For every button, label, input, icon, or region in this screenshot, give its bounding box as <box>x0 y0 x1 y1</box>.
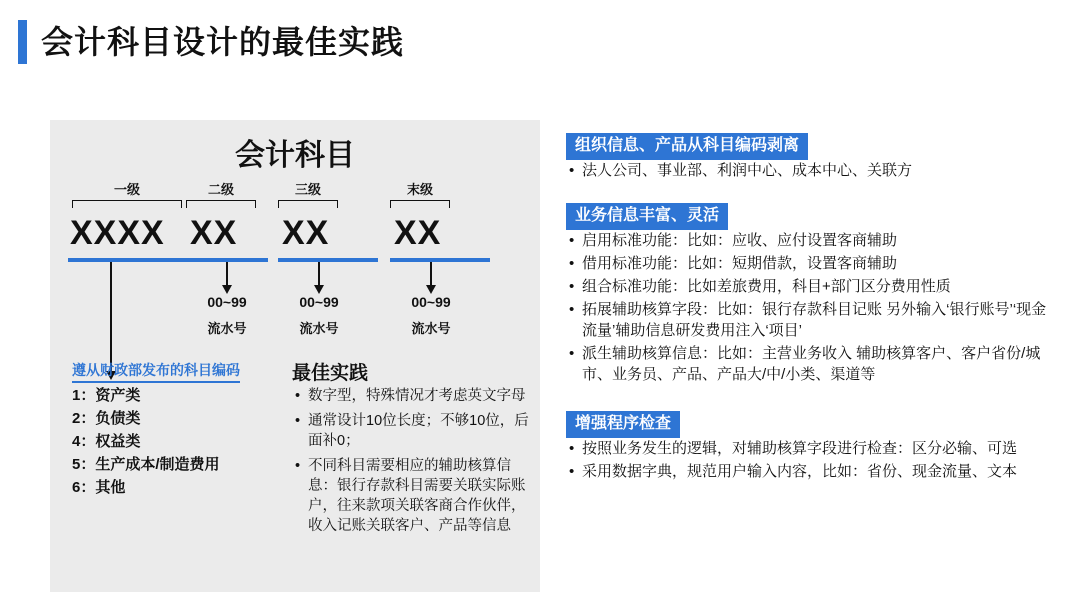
ministry-code-item: 6：其他 <box>72 479 126 496</box>
arrow-to-serial-2 <box>318 262 320 286</box>
diagram-title: 会计科目 <box>235 139 355 172</box>
section-item: • 启用标准功能：比如：应收、应付设置客商辅助 <box>582 230 1052 251</box>
digits-level-2: XX <box>190 214 238 252</box>
best-practice-item: • 通常设计10位长度；不够10位，后面补0； <box>308 411 538 451</box>
level-bracket-4 <box>390 200 450 208</box>
section-item: • 组合标准功能：比如差旅费用，科目+部门区分费用性质 <box>582 276 1052 297</box>
ministry-codes-list <box>72 384 220 499</box>
serial-label-2: 流水号 <box>299 321 339 336</box>
arrow-to-serial-3 <box>430 262 432 286</box>
arrow-to-ministry-codes <box>110 262 112 372</box>
level-bracket-1 <box>72 200 182 208</box>
serial-block-2 <box>274 292 364 339</box>
arrow-to-serial-1 <box>226 262 228 286</box>
level-group-2 <box>186 182 256 208</box>
digits-level-1: XXXX <box>70 214 165 252</box>
serial-range-1: 00~99 <box>207 294 247 310</box>
section-header-program-check: 增强程序检查 <box>566 411 680 438</box>
best-practice-item: • 数字型，特殊情况才考虑英文字母 <box>308 386 538 406</box>
section-business-info <box>566 203 1052 385</box>
level-group-4 <box>390 182 450 208</box>
level-label-1: 一级 <box>113 182 140 197</box>
serial-label-3: 流水号 <box>411 321 451 336</box>
best-practice-title: 最佳实践 <box>292 363 369 384</box>
account-code-diagram-panel <box>50 120 540 592</box>
section-item: • 法人公司、事业部、利润中心、成本中心、关联方 <box>582 160 1052 181</box>
title-text: 会计科目设计的最佳实践 <box>41 24 405 60</box>
digits-level-3: XX <box>282 214 330 252</box>
serial-block-1 <box>182 292 272 339</box>
title-accent-bar <box>18 20 27 64</box>
section-item: • 拓展辅助核算字段：比如：银行存款科目记账 另外输入‘银行账号’‘现金流量’辅助信息研发费用注入‘项目’ <box>582 299 1052 341</box>
ministry-code-item: 4：权益类 <box>72 433 141 450</box>
section-list-org-info <box>566 160 1052 181</box>
section-header-business-info: 业务信息丰富、灵活 <box>566 203 728 230</box>
level-group-3 <box>278 182 338 208</box>
level-label-4: 末级 <box>406 182 433 197</box>
ministry-code-item: 2：负债类 <box>72 410 141 427</box>
serial-range-2: 00~99 <box>299 294 339 310</box>
ministry-code-item: 1：资产类 <box>72 387 141 404</box>
best-practice-list <box>292 386 538 541</box>
level-bracket-2 <box>186 200 256 208</box>
level-group-1 <box>72 182 182 208</box>
page-title <box>18 20 404 64</box>
level-label-2: 二级 <box>207 182 234 197</box>
section-item: • 采用数据字典，规范用户输入内容，比如：省份、现金流量、文本 <box>582 461 1052 482</box>
ministry-codes-title: 遵从财政部发布的科目编码 <box>72 360 240 383</box>
section-header-org-info: 组织信息、产品从科目编码剥离 <box>566 133 808 160</box>
section-item: • 按照业务发生的逻辑，对辅助核算字段进行检查：区分必输、可选 <box>582 438 1052 459</box>
underline-left <box>68 258 268 262</box>
section-item: • 借用标准功能：比如：短期借款，设置客商辅助 <box>582 253 1052 274</box>
ministry-code-item: 5：生产成本/制造费用 <box>72 456 220 473</box>
right-content-column <box>566 133 1052 500</box>
underline-middle <box>278 258 378 262</box>
section-program-check <box>566 411 1052 482</box>
section-item: • 派生辅助核算信息：比如：主营业务收入 辅助核算客户、客户省份/城市、业务员、产品、产品大/中/小类、渠道等 <box>582 343 1052 385</box>
serial-range-3: 00~99 <box>411 294 451 310</box>
serial-label-1: 流水号 <box>207 321 247 336</box>
section-list-business-info <box>566 230 1052 385</box>
section-list-program-check <box>566 438 1052 482</box>
section-org-info <box>566 133 1052 181</box>
level-bracket-3 <box>278 200 338 208</box>
underline-right <box>390 258 490 262</box>
serial-block-3 <box>386 292 476 339</box>
digits-level-4: XX <box>394 214 442 252</box>
best-practice-item: • 不同科目需要相应的辅助核算信息：银行存款科目需要关联实际账户，往来款项关联客商合作伙伴，收入记账关联客户、产品等信息 <box>308 456 538 536</box>
level-label-3: 三级 <box>294 182 321 197</box>
